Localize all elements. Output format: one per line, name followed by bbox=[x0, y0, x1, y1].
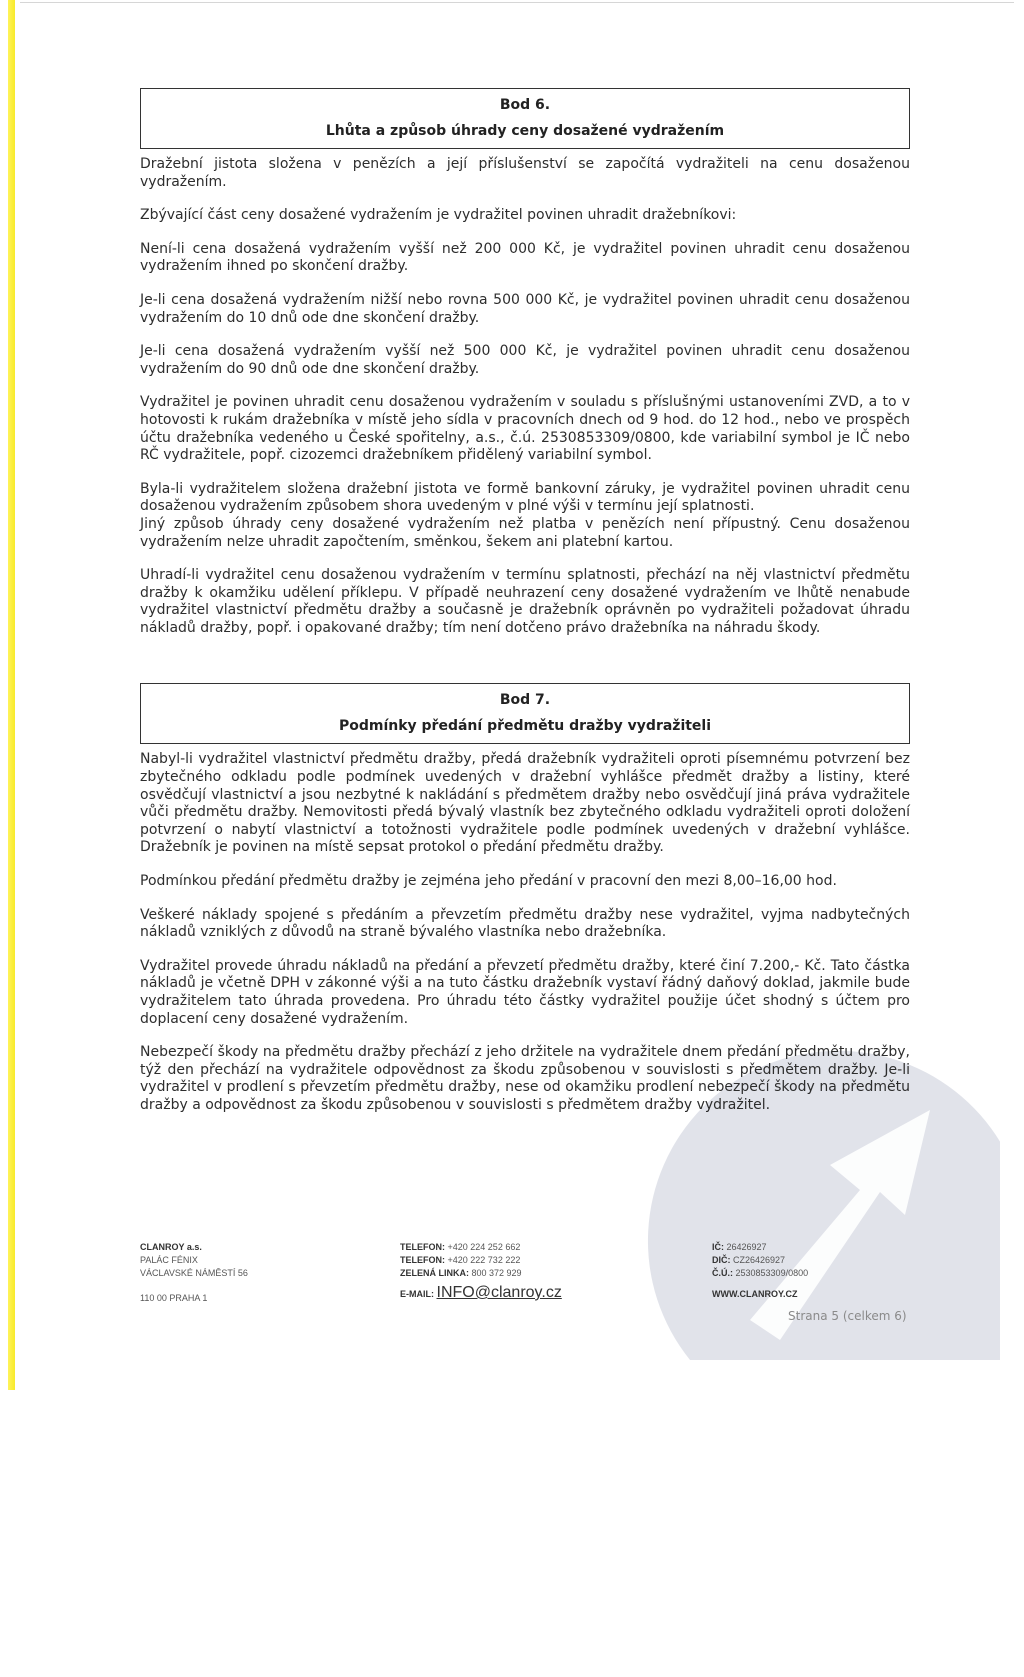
phone-label: TELEFON: bbox=[400, 1255, 445, 1265]
address-line: VÁCLAVSKÉ NÁMĚSTÍ 56 bbox=[140, 1268, 248, 1278]
footer-contacts bbox=[400, 1241, 562, 1301]
section-number: Bod 6. bbox=[499, 97, 551, 113]
paragraph: Zbývající část ceny dosažené vydražením je vydražitel povinen uhradit dražebníkovi: bbox=[140, 207, 737, 224]
paragraph: Není-li cena dosažená vydražením vyšší než 200 000 Kč, je vydražitel povinen uhradit cenu dosaženou vydražením ihned po skončení dražby. bbox=[140, 240, 910, 275]
footer-company-ids bbox=[712, 1241, 808, 1301]
paragraph: Vydražitel je povinen uhradit cenu dosaženou vydražením v souladu s příslušnými ustanoveními ZVD, a to v hotovosti k rukám dražebníka v místě jeho sídla v pracovních dnech od 9 hod. do 12 hod., nebo ve prospěch účtu dražebníka vedeného u České spořitelny, a.s., č.ú. 2530853309/0800, kde variabilní symbol je IČ nebo RČ vydražitele, popř. cizozemci dražebníkem přidělený variabilní symbol. bbox=[140, 394, 910, 464]
email-link[interactable]: INFO@clanroy.cz bbox=[436, 1284, 562, 1301]
document-body bbox=[140, 88, 910, 1115]
paragraph: Jiný způsob úhrady ceny dosažené vydražením než platba v penězích není přípustný. Cenu dosaženou vydražením nelze uhradit započtením, směnkou, šekem ani platební kartou. bbox=[140, 515, 910, 550]
paragraph: Byla-li vydražitelem složena dražební jistota ve formě bankovní záruky, je vydražitel povinen uhradit cenu dosaženou vydražením způsobem shora uvedeným v plné výši v termínu její splatnosti. bbox=[140, 480, 910, 515]
section-title: Lhůta a způsob úhrady ceny dosažené vydražením bbox=[325, 123, 725, 139]
dic-value: CZ26426927 bbox=[733, 1255, 786, 1265]
account-value: 2530853309/0800 bbox=[735, 1268, 809, 1278]
top-scan-line bbox=[20, 2, 1014, 3]
footer-address bbox=[140, 1241, 248, 1305]
green-line-value: 800 372 929 bbox=[471, 1268, 522, 1278]
ic-value: 26426927 bbox=[726, 1242, 767, 1252]
website-link[interactable]: WWW.CLANROY.CZ bbox=[712, 1289, 798, 1299]
account-label: Č.Ú.: bbox=[712, 1268, 733, 1278]
paragraph: Dražební jistota složena v penězích a její příslušenství se započítá vydražiteli na cenu dosaženou vydražením. bbox=[140, 156, 910, 190]
phone-value: +420 224 252 662 bbox=[447, 1242, 521, 1252]
ic-label: IČ: bbox=[712, 1242, 724, 1252]
page-number: Strana 5 (celkem 6) bbox=[788, 1309, 907, 1323]
paragraph: Nebezpečí škody na předmětu dražby přechází z jeho držitele na vydražitele dnem předání předmětu dražby, týž den přechází na vydražitele odpovědnost za škodu způsobenou v souvislosti s předmětem dražby. Je-li vydražitel v prodlení s převzetím předmětu dražby, nese od okamžiku prodlení nebezpečí škody na předmětu dražby a odpovědnost za škodu způsobenou v souvislosti s předmětem dražby vydražitel. bbox=[140, 1044, 910, 1113]
paragraph: Uhradí-li vydražitel cenu dosaženou vydražením v termínu splatnosti, přechází na něj vlastnictví předmětu dražby k okamžiku udělení příklepu. V případě neuhrazení ceny dosažené vydražením ve lhůtě nenabude vydražitel vlastnictví předmětu dražby a současně je dražebník oprávněn po vydražiteli požadovat úhradu nákladů dražby, popř. i opakované dražby; tím není dotčeno právo dražebníka na náhradu škody. bbox=[140, 567, 910, 636]
phone-value: +420 222 732 222 bbox=[447, 1255, 521, 1265]
paragraph: Vydražitel provede úhradu nákladů na předání a převzetí předmětu dražby, které činí 7.200,- Kč. Tato částka nákladů je včetně DPH v zákonné výši a na tuto částku dražebník vystaví řádný daňový doklad, jakmile bude vydražitelem tato úhrada provedena. Pro úhradu této částky vydražitel použije účet shodný s účtem pro doplacení ceny dosažené vydražením. bbox=[140, 957, 910, 1027]
binder-edge bbox=[8, 0, 15, 1390]
section-title: Podmínky předání předmětu dražby vydražiteli bbox=[338, 718, 712, 735]
paragraph: Podmínkou předání předmětu dražby je zejména jeho předání v pracovní den mezi 8,00–16,00 hod. bbox=[140, 873, 837, 890]
paragraph: Nabyl-li vydražitel vlastnictví předmětu dražby, předá dražebník vydražiteli oproti písemnému potvrzení bez zbytečného odkladu podle podmínek uvedených v dražební vyhlášce předmět dražby a listiny, které osvědčují vlastnictví a jsou nezbytné k nakládání s předmětem dražby nebo osvědčují jiná práva vydražitele vůči předmětu dražby. Nemovitosti předá bývalý vlastník bez zbytečného odkladu vydražiteli oproti doložení potvrzení o nabytí vlastnictví a totožnosti vydražitele podle podmínek uvedených v dražební vyhlášce. Dražebník je povinen na místě sepsat protokol o předání předmětu dražby. bbox=[140, 751, 910, 856]
dic-label: DIČ: bbox=[712, 1255, 731, 1265]
email-label: E-MAIL: bbox=[400, 1289, 434, 1299]
section-number: Bod 7. bbox=[499, 692, 551, 709]
address-line: 110 00 PRAHA 1 bbox=[140, 1293, 208, 1303]
address-line: PALÁC FÉNIX bbox=[140, 1255, 198, 1265]
company-name: CLANROY a.s. bbox=[140, 1242, 202, 1252]
section-6-heading bbox=[140, 88, 910, 149]
paragraph: Je-li cena dosažená vydražením nižší nebo rovna 500 000 Kč, je vydražitel povinen uhradit cenu dosaženou vydražením do 10 dnů ode dne skončení dražby. bbox=[140, 291, 910, 326]
section-7-heading bbox=[140, 683, 910, 744]
phone-label: TELEFON: bbox=[400, 1242, 445, 1252]
paragraph: Je-li cena dosažená vydražením vyšší než 500 000 Kč, je vydražitel povinen uhradit cenu dosaženou vydražením do 90 dnů ode dne skončení dražby. bbox=[140, 343, 910, 377]
paragraph: Veškeré náklady spojené s předáním a převzetím předmětu dražby nese vydražitel, vyjma nadbytečných nákladů vzniklých z důvodů na straně bývalého vlastníka nebo dražebníka. bbox=[140, 906, 910, 941]
green-line-label: ZELENÁ LINKA: bbox=[400, 1268, 469, 1278]
